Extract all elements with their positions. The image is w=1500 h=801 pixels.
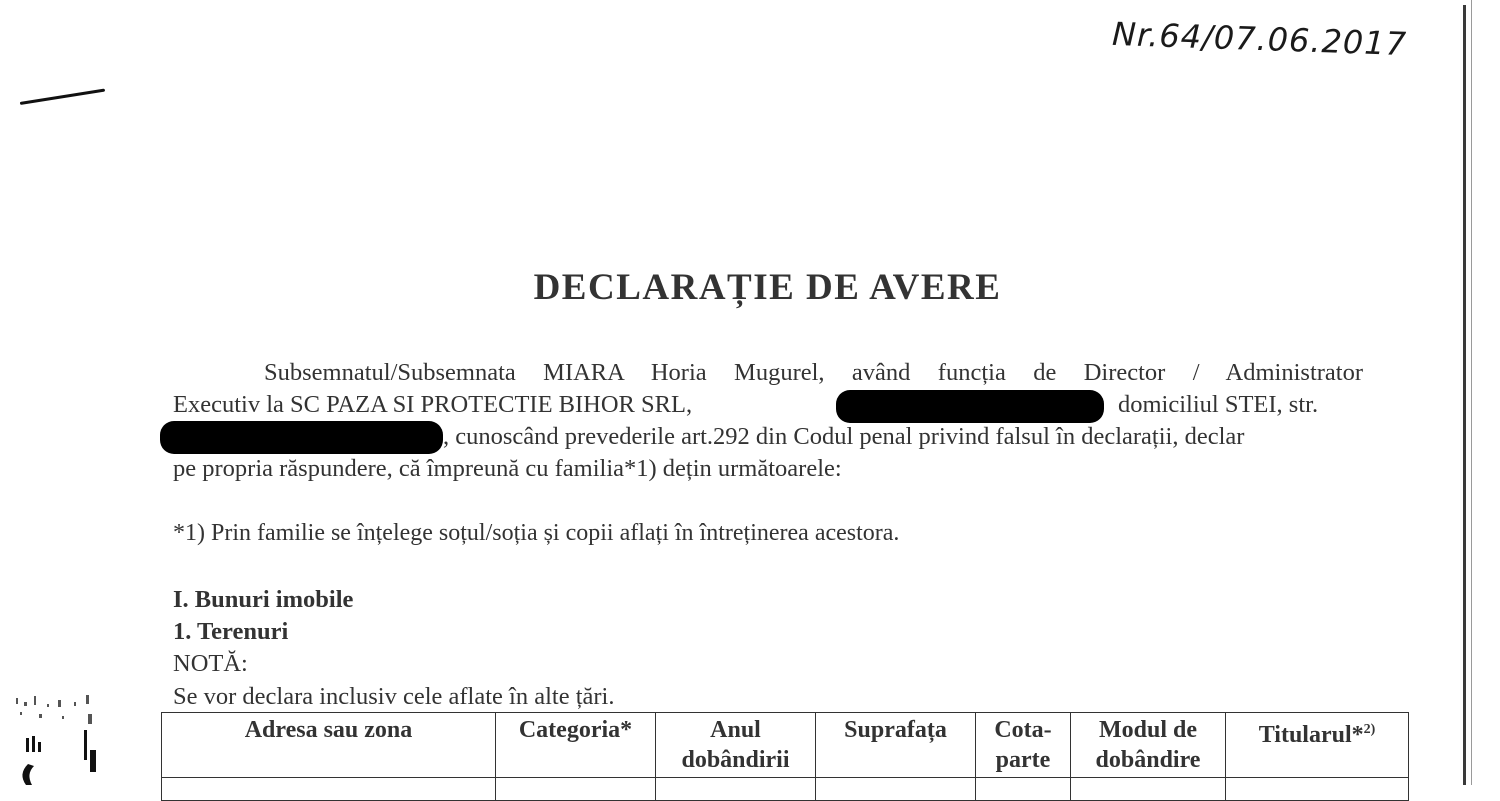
table-cell [496, 778, 656, 801]
header-suprafata [816, 713, 976, 778]
note-label: NOTĂ: [173, 650, 248, 677]
subsection-heading: 1. Terenuri [173, 618, 289, 645]
header-cota [976, 713, 1071, 778]
table-cell [162, 778, 496, 801]
header-modul [1071, 713, 1226, 778]
header-anul-line2: dobândirii [681, 747, 790, 773]
header-suprafata-text: Suprafața [844, 717, 947, 743]
header-anul-line1: Anul [710, 717, 761, 743]
pen-dash-mark [20, 89, 105, 105]
document-title: DECLARAȚIE DE AVERE [533, 267, 1002, 308]
header-titularul [1226, 713, 1409, 778]
table-cell [1071, 778, 1226, 801]
table-cell [656, 778, 816, 801]
table-row [162, 778, 1409, 801]
intro-line-1: Subsemnatul/Subsemnata MIARA Horia Mugurel, având funcția de Director / Administrator [264, 359, 1363, 386]
land-table [161, 712, 1409, 801]
header-adresa [162, 713, 496, 778]
section-heading: I. Bunuri imobile [173, 586, 354, 613]
header-titularul-label: Titularul* [1258, 722, 1364, 748]
header-titularul-text [1230, 715, 1404, 750]
header-categoria [496, 713, 656, 778]
note-text: Se vor declara inclusiv cele aflate în alte țări. [173, 683, 615, 710]
header-cota-line1: Cota- [994, 717, 1052, 743]
table-cell [976, 778, 1071, 801]
header-categoria-text: Categoria* [518, 717, 633, 743]
intro-line-2-end: domiciliul STEI, str. [1118, 391, 1319, 418]
intro-line-2 [173, 389, 1363, 421]
intro-line-4: pe propria răspundere, că împreună cu familia*1) dețin următoarele: [173, 455, 842, 482]
scan-edge-line [1463, 5, 1466, 785]
intro-line-2-start: Executiv la SC PAZA SI PROTECTIE BIHOR SRL, [173, 391, 693, 418]
redaction-bar-cnp [836, 390, 1104, 423]
table-cell [816, 778, 976, 801]
redaction-bar-address [160, 421, 443, 454]
header-anul [656, 713, 816, 778]
registration-number-handwritten: Nr.64/07.06.2017 [1111, 14, 1408, 64]
header-adresa-text: Adresa sau zona [244, 717, 413, 743]
family-footnote: *1) Prin familie se înțelege soțul/soția și copii aflați în întreținerea acestora. [173, 520, 900, 546]
scan-edge-line-faint [1471, 0, 1472, 785]
header-modul-line1: Modul de [1098, 717, 1197, 743]
header-titularul-sup: 2) [1363, 722, 1376, 737]
scan-specks [14, 690, 104, 785]
table-cell [1226, 778, 1409, 801]
header-modul-line2: dobândire [1095, 747, 1201, 773]
header-cota-line2: parte [995, 747, 1051, 773]
intro-line-3: , cunoscând prevederile art.292 din Codul penal privind falsul în declarații, declar [443, 423, 1245, 450]
table-header-row [162, 713, 1409, 778]
